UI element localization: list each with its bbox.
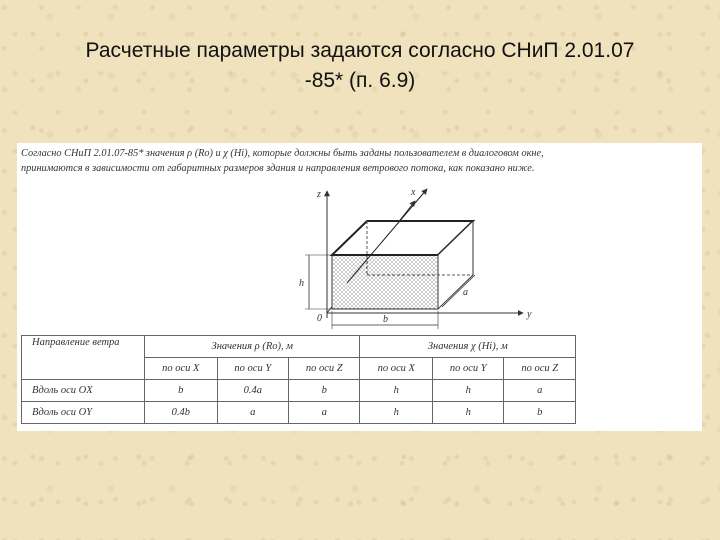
dim-h-label: h (299, 278, 304, 289)
intro-line-1: Согласно СНиП 2.01.07-85* значения ρ (Ro) и χ (Hi), которые должны быть заданы пользователем в диалоговом окне, (21, 148, 544, 159)
table-cell: 0.4b (145, 402, 218, 424)
table-cell: h (433, 402, 504, 424)
table-cell: a (504, 380, 576, 402)
subheader-cell: по оси Y (433, 358, 504, 380)
building-box (332, 221, 473, 309)
origin-label: 0 (317, 313, 322, 324)
subheader-cell: по оси X (360, 358, 433, 380)
table-header-row (22, 336, 576, 358)
table-cell: h (360, 380, 433, 402)
table-cell: b (145, 380, 218, 402)
building-axes-diagram (277, 183, 547, 335)
table-cell: a (289, 402, 360, 424)
table-row (22, 380, 576, 402)
ro-header: Значения ρ (Ro), м (145, 336, 360, 358)
subheader-cell: по оси Z (504, 358, 576, 380)
table-cell: 0.4a (217, 380, 288, 402)
table-cell: b (289, 380, 360, 402)
axis-y-label: y (527, 309, 532, 320)
table-cell: h (360, 402, 433, 424)
document-scan (17, 143, 702, 431)
table-row (22, 402, 576, 424)
intro-line-2: принимаются в зависимости от габаритных размеров здания и направления ветрового потока, как показано ниже. (21, 163, 535, 174)
axis-x-label: x (411, 187, 416, 198)
slide-title (40, 36, 680, 96)
table-cell: a (217, 402, 288, 424)
subheader-cell: по оси X (145, 358, 218, 380)
slide-title-line-1: Расчетные параметры задаются согласно СНиП 2.01.07 (85, 39, 635, 62)
hi-header: Значения χ (Hi), м (360, 336, 576, 358)
row-direction: Вдоль оси OY (22, 402, 145, 424)
axis-z-label: z (317, 189, 321, 200)
direction-header: Направление ветра (22, 336, 145, 380)
intro-text (21, 146, 697, 176)
table-cell: h (433, 380, 504, 402)
subheader-cell: по оси Z (289, 358, 360, 380)
subheader-cell: по оси Y (217, 358, 288, 380)
table-cell: b (504, 402, 576, 424)
dim-b-label: b (383, 314, 388, 325)
slide-title-line-2: -85* (п. 6.9) (304, 69, 416, 92)
dim-a-label: a (463, 287, 468, 298)
row-direction: Вдоль оси OX (22, 380, 145, 402)
parameters-table (21, 335, 576, 424)
